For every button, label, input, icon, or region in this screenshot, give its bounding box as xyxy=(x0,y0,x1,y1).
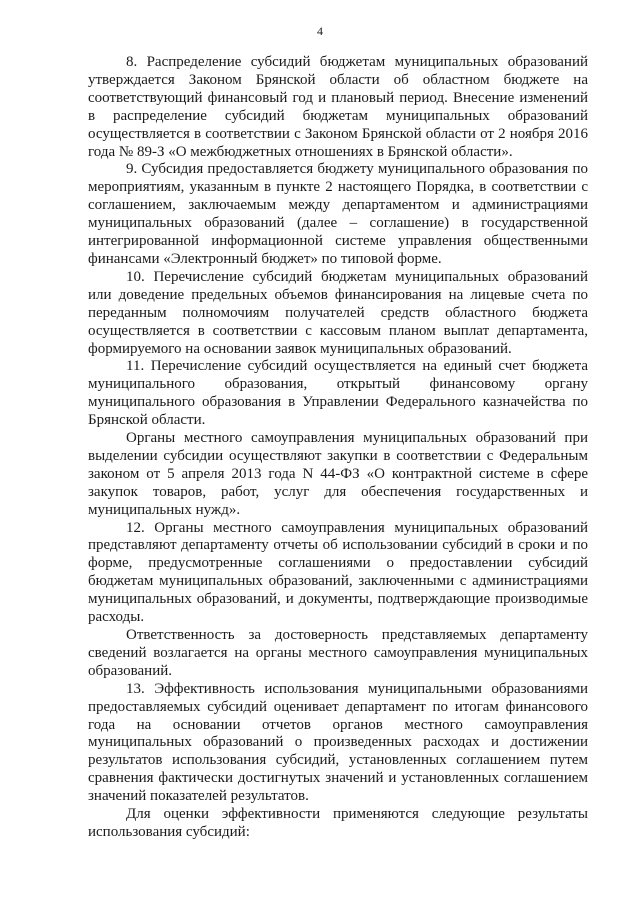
paragraph-11-single-account: 11. Перечисление субсидий осуществляется на единый счет бюджета муниципального образования, открытый финансовому органу муниципального образования в Управлении Федерального казначейства по Брянской области. xyxy=(88,358,588,429)
document-body xyxy=(88,54,588,842)
paragraph-procurement: Органы местного самоуправления муниципальных образований при выделении субсидии осуществляют закупки в соответствии с Федеральным законом от 5 апреля 2013 года N 44-ФЗ «О контрактной системе в сфере закупок товаров, работ, услуг для обеспечения государственных и муниципальных нужд». xyxy=(88,430,588,518)
paragraph-12-reports: 12. Органы местного самоуправления муниципальных образований представляют департаменту отчеты об использовании субсидий в сроки и по форме, предусмотренные соглашениями о предоставлении субсидий бюджетам муниципальных образований, заключенными с администрациями муниципальных образований, и документы, подтверждающие производимые расходы. xyxy=(88,519,588,626)
paragraph-8-subsidy-distribution: 8. Распределение субсидий бюджетам муниципальных образований утверждается Законом Брянской области об областном бюджете на соответствующий финансовый год и плановый период. Внесение изменений в распределение субсидий бюджетам муниципальных образований осуществляется в соответствии с Законом Брянской области от 2 ноября 2016 года № 89-З «О межбюджетных отношениях в Брянской области». xyxy=(88,54,588,160)
page-number: 4 xyxy=(317,24,323,38)
paragraph-responsibility: Ответственность за достоверность представляемых департаменту сведений возлагается на органы местного самоуправления муниципальных образований. xyxy=(88,627,588,679)
paragraph-10-subsidy-transfer: 10. Перечисление субсидий бюджетам муниципальных образований или доведение предельных объемов финансирования на лицевые счета по переданным полномочиям получателей средств областного бюджета осуществляется в соответствии с кассовым планом выплат департамента, формируемого на основании заявок муниципальных образований. xyxy=(88,268,588,357)
paragraph-results-intro: Для оценки эффективности применяются следующие результаты использования субсидий: xyxy=(88,806,588,840)
paragraph-9-subsidy-agreement: 9. Субсидия предоставляется бюджету муниципального образования по мероприятиям, указанным в пункте 2 настоящего Порядка, в соответствии с соглашением, заключаемым между департаментом и администрациями муниципальных образований (далее – соглашение) в государственной интегрированной информационной системе управления общественными финансами «Электронный бюджет» по типовой форме. xyxy=(88,161,588,267)
paragraph-13-efficiency: 13. Эффективность использования муниципальными образованиями предоставляемых субсидий оценивает департамент по итогам финансового года на основании отчетов органов местного самоуправления муниципальных образований о произведенных расходах и достижении результатов использования субсидий, установленных соглашением путем сравнения фактически достигнутых значений и установленных соглашением значений показателей результатов. xyxy=(88,680,588,805)
